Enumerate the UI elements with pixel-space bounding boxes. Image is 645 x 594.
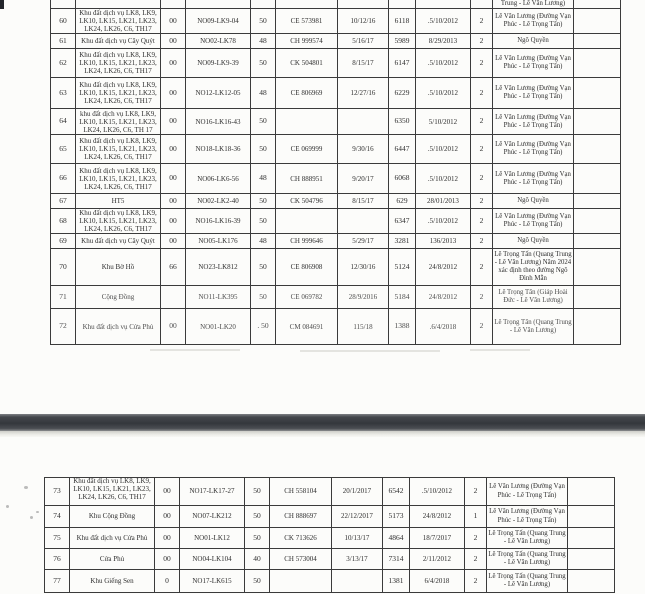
land-plot-table-page2 (44, 477, 615, 593)
location-cell: Lê Văn Lương (Đường Vạn Phúc - Lê Trọng Tấn) (493, 9, 574, 34)
certificate-cell (270, 570, 332, 593)
table-row (51, 34, 621, 49)
description-cell: khu đất dịch vụ LK8, LK9, LK10, LK15, LK21, LK23, LK24, LK26, C6, TH 17 (76, 109, 161, 135)
number-cell: 6347 (389, 209, 416, 234)
mark-cell: 00 (155, 549, 180, 570)
area-cell: 50 (245, 478, 270, 506)
date-cell: 8/15/17 (338, 49, 389, 78)
area-cell: 48 (251, 34, 276, 49)
row-number-cell: 70 (51, 249, 76, 286)
location-cell: Trung - Lê Văn Lương) (493, 0, 574, 9)
location-cell: Lê Văn Lương (Đường Vạn Phúc - Lê Trọng Tấn) (493, 109, 574, 135)
location-cell: Lê Văn Lương (Đường Vạn Phúc - Lê Trọng Tấn) (487, 506, 568, 528)
table-row (45, 570, 615, 593)
description-cell (70, 478, 155, 506)
mark-cell: 00 (161, 309, 186, 345)
certificate-cell: CH 999646 (276, 234, 338, 249)
row-number-cell (51, 0, 76, 9)
area-cell (251, 0, 276, 9)
decision-date-cell: 6/4/2018 (410, 570, 465, 593)
page-separator-band (0, 414, 645, 431)
mark-cell: 00 (161, 194, 186, 209)
location-cell: Lê Văn Lương (Đường Vạn Phúc - Lê Trọng Tấn) (487, 478, 568, 506)
scan-speck (24, 486, 28, 489)
plot-code-cell: NO01-LK20 (186, 309, 251, 345)
description-text: Khu đất dịch vụ LK8, LK9, LK10, LK15, LK21, LK23, LK24, LK26, C6, TH17 (73, 477, 151, 502)
page-separator-light-strip (0, 431, 645, 437)
empty-cell (574, 209, 621, 234)
quantity-cell: 2 (471, 234, 493, 249)
certificate-cell: CH 999574 (276, 34, 338, 49)
location-cell: Ngô Quyền (493, 34, 574, 49)
description-cell: Cửa Phủ (70, 549, 155, 570)
number-cell: 7314 (383, 549, 410, 570)
quantity-cell: 2 (471, 78, 493, 109)
quantity-cell: 2 (465, 478, 487, 506)
description-cell: Khu Bờ Hồ (76, 249, 161, 286)
decision-date-cell: 24/8/2012 (416, 286, 471, 309)
location-cell: Lê Văn Lương (Đường Vạn Phúc - Lê Trọng Tấn) (493, 209, 574, 234)
table-row (51, 194, 621, 209)
table-row (51, 78, 621, 109)
quantity-cell: 2 (471, 249, 493, 286)
number-cell: 1388 (389, 309, 416, 345)
number-cell: 1381 (383, 570, 410, 593)
empty-cell (574, 164, 621, 194)
decision-date-cell: 28/01/2013 (416, 194, 471, 209)
empty-cell (574, 9, 621, 34)
row-number-cell: 62 (51, 49, 76, 78)
table-row (51, 309, 621, 345)
mark-cell: 00 (161, 164, 186, 194)
number-cell: 4864 (383, 528, 410, 549)
row-number-cell: 73 (45, 478, 70, 506)
plot-code-cell: NO23-LK812 (186, 249, 251, 286)
date-cell (338, 0, 389, 9)
table-row (45, 478, 615, 506)
description-cell: Khu đất dịch vụ LK8, LK9, LK10, LK15, LK21, LK23, LK24, LK26, C6, TH17 (76, 164, 161, 194)
date-cell: 5/29/17 (338, 234, 389, 249)
decision-date-cell: .5/10/2012 (416, 209, 471, 234)
certificate-cell: CE 573981 (276, 9, 338, 34)
certificate-cell (276, 0, 338, 9)
description-cell: Khu Giếng Sen (70, 570, 155, 593)
empty-cell (574, 0, 621, 9)
certificate-cell: CH 558104 (270, 478, 332, 506)
plot-code-cell: NO02-LK2-40 (186, 194, 251, 209)
quantity-cell: 2 (465, 570, 487, 593)
decision-date-cell: 136/2013 (416, 234, 471, 249)
row-number-cell: 76 (45, 549, 70, 570)
description-cell: Khu đất dịch vụ Cây Quýt (76, 234, 161, 249)
empty-cell (574, 286, 621, 309)
quantity-cell: 2 (471, 109, 493, 135)
scan-speck (36, 511, 39, 513)
row-number-cell: 64 (51, 109, 76, 135)
mark-cell: 00 (155, 478, 180, 506)
quantity-cell (471, 0, 493, 9)
date-cell: 20/1/2017 (332, 478, 383, 506)
row-number-cell: 60 (51, 9, 76, 34)
description-cell: Khu đất dịch vụ LK8, LK9, LK10, LK15, LK21, LK23, LK24, LK26, C6, TH17 (76, 9, 161, 34)
empty-cell (574, 309, 621, 345)
date-cell: 3/13/17 (332, 549, 383, 570)
plot-code-cell: NO06-LK6-56 (186, 164, 251, 194)
certificate-cell: CH 888697 (270, 506, 332, 528)
empty-cell (574, 234, 621, 249)
number-cell: 5184 (389, 286, 416, 309)
area-cell: 50 (251, 109, 276, 135)
description-cell: Khu đất dịch vụ Cửa Phủ (76, 309, 161, 345)
decision-date-cell: .6/4/2018 (416, 309, 471, 345)
scan-edge-mark (0, 0, 4, 9)
certificate-cell: CH 888951 (276, 164, 338, 194)
area-cell: 50 (251, 135, 276, 164)
date-cell: 5/16/17 (338, 34, 389, 49)
plot-code-cell: NO02-LK78 (186, 34, 251, 49)
land-plot-table-page1 (50, 0, 621, 345)
area-cell: . 50 (251, 309, 276, 345)
mark-cell: 00 (155, 528, 180, 549)
quantity-cell: 2 (471, 49, 493, 78)
plot-code-cell: NO11-LK395 (186, 286, 251, 309)
decision-date-cell: .5/10/2012 (416, 78, 471, 109)
area-cell: 50 (251, 249, 276, 286)
table-row (51, 0, 621, 9)
quantity-cell: 2 (471, 209, 493, 234)
decision-date-cell: .5/10/2012 (416, 135, 471, 164)
plot-code-cell: NO09-LK9-39 (186, 49, 251, 78)
location-cell: Lê Trọng Tấn (Giáp Hoài Đức - Lê Văn Lương) (493, 286, 574, 309)
certificate-cell: CE 069999 (276, 135, 338, 164)
number-cell: 6447 (389, 135, 416, 164)
number-cell: 6542 (383, 478, 410, 506)
table-row (51, 135, 621, 164)
scan-smudge (300, 350, 440, 352)
area-cell: 50 (251, 9, 276, 34)
area-cell: 50 (245, 528, 270, 549)
mark-cell: 00 (161, 34, 186, 49)
scan-smudge (470, 349, 530, 351)
location-cell: Lê Văn Lương (Đường Vạn Phúc - Lê Trọng Tấn) (493, 49, 574, 78)
row-number-cell: 68 (51, 209, 76, 234)
row-number-cell: 65 (51, 135, 76, 164)
date-cell: 28/9/2016 (338, 286, 389, 309)
row-number-cell: 75 (45, 528, 70, 549)
date-cell: 8/15/17 (338, 194, 389, 209)
number-cell: 5989 (389, 34, 416, 49)
quantity-cell: 1 (465, 506, 487, 528)
table-row (51, 109, 621, 135)
mark-cell (161, 0, 186, 9)
location-cell: Lê Văn Lương (Đường Vạn Phúc - Lê Trọng Tấn) (493, 78, 574, 109)
area-cell: 50 (245, 570, 270, 593)
decision-date-cell: .5/10/2012 (410, 478, 465, 506)
empty-cell (568, 528, 615, 549)
location-cell: Lê Văn Lương (Đường Vạn Phúc - Lê Trọng Tấn) (493, 135, 574, 164)
plot-code-cell: NO01-LK12 (180, 528, 245, 549)
number-cell: 629 (389, 194, 416, 209)
description-cell: Khu đất dịch vụ Cửa Phủ (70, 528, 155, 549)
date-cell: 9/30/16 (338, 135, 389, 164)
table-row (51, 164, 621, 194)
date-cell: 10/12/16 (338, 9, 389, 34)
date-cell: 115/18 (338, 309, 389, 345)
description-cell: Khu đất dịch vụ LK8, LK9, LK10, LK15, LK21, LK23, LK24, LK26, C6, TH17 (76, 135, 161, 164)
certificate-cell: CM 084691 (276, 309, 338, 345)
date-cell: 22/12/2017 (332, 506, 383, 528)
decision-date-cell: 8/29/2013 (416, 34, 471, 49)
area-cell: 48 (251, 164, 276, 194)
number-cell: 6350 (389, 109, 416, 135)
area-cell: 50 (251, 49, 276, 78)
certificate-cell (276, 209, 338, 234)
mark-cell: 00 (161, 78, 186, 109)
location-cell: Lê Trọng Tấn (Quang Trung - Lê Văn Lương) (493, 309, 574, 345)
number-cell (389, 0, 416, 9)
plot-code-cell: NO05-LK176 (186, 234, 251, 249)
quantity-cell: 2 (465, 528, 487, 549)
quantity-cell: 2 (465, 549, 487, 570)
description-cell: Khu đất dịch vụ LK8, LK9, LK10, LK15, LK21, LK23, LK24, LK26, C6, TH17 (76, 49, 161, 78)
mark-cell (161, 286, 186, 309)
location-cell: Lê Trọng Tấn (Quang Trung - Lê Văn Lương) (487, 528, 568, 549)
table-row (51, 9, 621, 34)
area-cell: 50 (251, 194, 276, 209)
decision-date-cell (416, 0, 471, 9)
number-cell: 6118 (389, 9, 416, 34)
number-cell: 6068 (389, 164, 416, 194)
description-cell: Khu đất dịch vụ LK8, LK9, LK10, LK15, LK21, LK23, LK24, LK26, C6, TH17 (76, 209, 161, 234)
number-cell: 6147 (389, 49, 416, 78)
number-cell: 5173 (383, 506, 410, 528)
row-number-cell: 67 (51, 194, 76, 209)
mark-cell: 00 (161, 109, 186, 135)
table-row (51, 249, 621, 286)
row-number-cell: 63 (51, 78, 76, 109)
location-cell: Ngô Quyền (493, 234, 574, 249)
area-cell: 50 (251, 209, 276, 234)
decision-date-cell: .5/10/2012 (416, 164, 471, 194)
plot-code-cell: NO04-LK104 (180, 549, 245, 570)
table-row (51, 234, 621, 249)
decision-date-cell: 24/8/2012 (416, 249, 471, 286)
row-number-cell: 74 (45, 506, 70, 528)
description-cell: Khu đất dịch vụ Cây Quýt (76, 34, 161, 49)
certificate-cell: CK 504796 (276, 194, 338, 209)
mark-cell: 00 (161, 209, 186, 234)
area-cell: 48 (251, 234, 276, 249)
date-cell: 9/20/17 (338, 164, 389, 194)
date-cell: 10/13/17 (332, 528, 383, 549)
scan-speck (30, 516, 33, 519)
row-number-cell: 72 (51, 309, 76, 345)
certificate-cell: CE 806969 (276, 78, 338, 109)
empty-cell (574, 135, 621, 164)
scan-speck (6, 505, 9, 508)
location-cell: Lê Văn Lương (Đường Vạn Phúc - Lê Trọng Tấn) (493, 164, 574, 194)
empty-cell (568, 549, 615, 570)
description-cell: Khu đất dịch vụ LK8, LK9, LK10, LK15, LK21, LK23, LK24, LK26, C6, TH17 (76, 78, 161, 109)
location-cell: Ngô Quyền (493, 194, 574, 209)
decision-date-cell: 18/7/2017 (410, 528, 465, 549)
plot-code-cell: NO16-LK16-39 (186, 209, 251, 234)
empty-cell (574, 249, 621, 286)
location-cell: Lê Trọng Tấn (Quang Trung - Lê Văn Lương) (487, 570, 568, 593)
decision-date-cell: 24/8/2012 (410, 506, 465, 528)
empty-cell (574, 49, 621, 78)
scan-smudge (150, 349, 240, 351)
certificate-cell: CE 806908 (276, 249, 338, 286)
plot-code-cell: NO09-LK9-04 (186, 9, 251, 34)
decision-date-cell: 5/10/2012 (416, 109, 471, 135)
decision-date-cell: 2/11/2012 (410, 549, 465, 570)
decision-date-cell: .5/10/2012 (416, 49, 471, 78)
location-cell: Lê Trọng Tấn (Quang Trung - Lê Văn Lương) (487, 549, 568, 570)
date-cell (338, 209, 389, 234)
empty-cell (568, 506, 615, 528)
plot-code-cell: NO17-LK615 (180, 570, 245, 593)
row-number-cell: 61 (51, 34, 76, 49)
table-row (45, 528, 615, 549)
row-number-cell: 66 (51, 164, 76, 194)
quantity-cell: 2 (471, 164, 493, 194)
certificate-cell: CK 713626 (270, 528, 332, 549)
mark-cell: 00 (161, 49, 186, 78)
mark-cell: 00 (161, 234, 186, 249)
quantity-cell: 2 (471, 135, 493, 164)
date-cell: 12/27/16 (338, 78, 389, 109)
plot-code-cell (186, 0, 251, 9)
description-cell: HT5 (76, 194, 161, 209)
quantity-cell: 2 (471, 34, 493, 49)
area-cell: 40 (245, 549, 270, 570)
certificate-cell: CK 504801 (276, 49, 338, 78)
mark-cell: 00 (161, 9, 186, 34)
area-cell: 50 (245, 506, 270, 528)
empty-cell (568, 478, 615, 506)
number-cell: 5124 (389, 249, 416, 286)
area-cell: 50 (251, 286, 276, 309)
table-row (51, 286, 621, 309)
mark-cell: 0 (155, 570, 180, 593)
quantity-cell: 2 (471, 286, 493, 309)
row-number-cell: 71 (51, 286, 76, 309)
area-cell: 48 (251, 78, 276, 109)
plot-code-cell: NO07-LK212 (180, 506, 245, 528)
certificate-cell: CH 573004 (270, 549, 332, 570)
description-cell (76, 0, 161, 9)
table-row (51, 49, 621, 78)
number-cell: 6229 (389, 78, 416, 109)
empty-cell (574, 194, 621, 209)
table-row (51, 209, 621, 234)
plot-code-cell: NO12-LK12-05 (186, 78, 251, 109)
mark-cell: 00 (155, 506, 180, 528)
table-row (45, 549, 615, 570)
quantity-cell: 2 (471, 309, 493, 345)
description-cell: Khu Cộng Đồng (70, 506, 155, 528)
empty-cell (568, 570, 615, 593)
date-cell (332, 570, 383, 593)
certificate-cell: CE 069782 (276, 286, 338, 309)
certificate-cell (276, 109, 338, 135)
quantity-cell: 2 (471, 194, 493, 209)
plot-code-cell: NO18-LK18-36 (186, 135, 251, 164)
empty-cell (574, 109, 621, 135)
description-cell: Cộng Đồng (76, 286, 161, 309)
location-cell: Lê Trọng Tấn (Quang Trung - Lê Văn Lương) Năm 2024 xác định theo đường Ngô Đình Mẫn (493, 249, 574, 286)
number-cell: 3281 (389, 234, 416, 249)
quantity-cell: 2 (471, 9, 493, 34)
row-number-cell: 69 (51, 234, 76, 249)
decision-date-cell: .5/10/2012 (416, 9, 471, 34)
row-number-cell: 77 (45, 570, 70, 593)
date-cell: 12/30/16 (338, 249, 389, 286)
plot-code-cell: NO16-LK16-43 (186, 109, 251, 135)
plot-code-cell: NO17-LK17-27 (180, 478, 245, 506)
empty-cell (574, 78, 621, 109)
mark-cell: 66 (161, 249, 186, 286)
date-cell (338, 109, 389, 135)
mark-cell: 00 (161, 135, 186, 164)
table-row (45, 506, 615, 528)
empty-cell (574, 34, 621, 49)
